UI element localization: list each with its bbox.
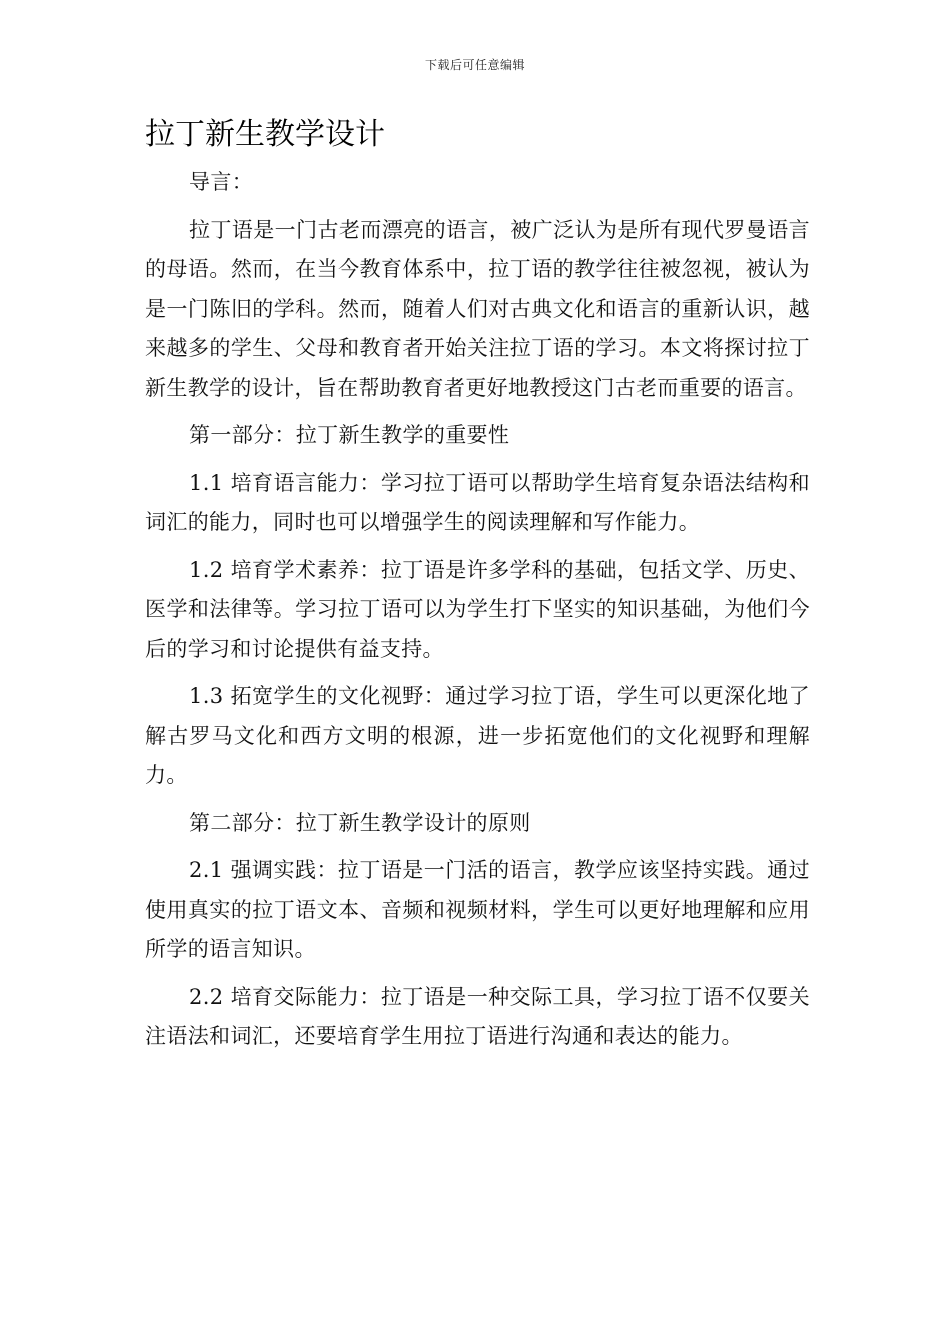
paragraph-2-1: 2.1 强调实践：拉丁语是一门活的语言，教学应该坚持实践。通过使用真实的拉丁语文本、音频和视频材料，学生可以更好地理解和应用所学的语言知识。 <box>145 858 810 961</box>
section-heading-part-one: 第一部分：拉丁新生教学的重要性 <box>189 423 510 447</box>
paragraph-2-2: 2.2 培育交际能力：拉丁语是一种交际工具，学习拉丁语不仅要关注语法和词汇，还要培育学生用拉丁语进行沟通和表达的能力。 <box>145 984 810 1048</box>
paragraph-1-3: 1.3 拓宽学生的文化视野：通过学习拉丁语，学生可以更深化地了解古罗马文化和西方文明的根源，进一步拓宽他们的文化视野和理解力。 <box>145 684 810 787</box>
page-header-note: 下载后可任意编辑 <box>424 58 525 72</box>
paragraph-1-2: 1.2 培育学术素养：拉丁语是许多学科的基础，包括文学、历史、医学和法律等。学习拉丁语可以为学生打下坚实的知识基础，为他们今后的学习和讨论提供有益支持。 <box>145 557 810 661</box>
paragraph-1-1: 1.1 培育语言能力：学习拉丁语可以帮助学生培育复杂语法结构和词汇的能力，同时也可以增强学生的阅读理解和写作能力。 <box>145 470 810 534</box>
paragraph-intro-heading: 导言： <box>189 170 254 194</box>
document-title: 拉丁新生教学设计 <box>145 117 385 152</box>
paragraph-intro: 拉丁语是一门古老而漂亮的语言，被广泛认为是所有现代罗曼语言的母语。然而，在当今教育体系中，拉丁语的教学往往被忽视，被认为是一门陈旧的学科。然而，随着人们对古典文化和语言的重新认识，越来越多的学生、父母和教育者开始关注拉丁语的学习。本文将探讨拉丁新生教学的设计，旨在帮助教育者更好地教授这门古老而重要的语言。 <box>145 217 810 400</box>
section-heading-part-two: 第二部分：拉丁新生教学设计的原则 <box>189 810 531 835</box>
document-body <box>145 163 810 1065</box>
